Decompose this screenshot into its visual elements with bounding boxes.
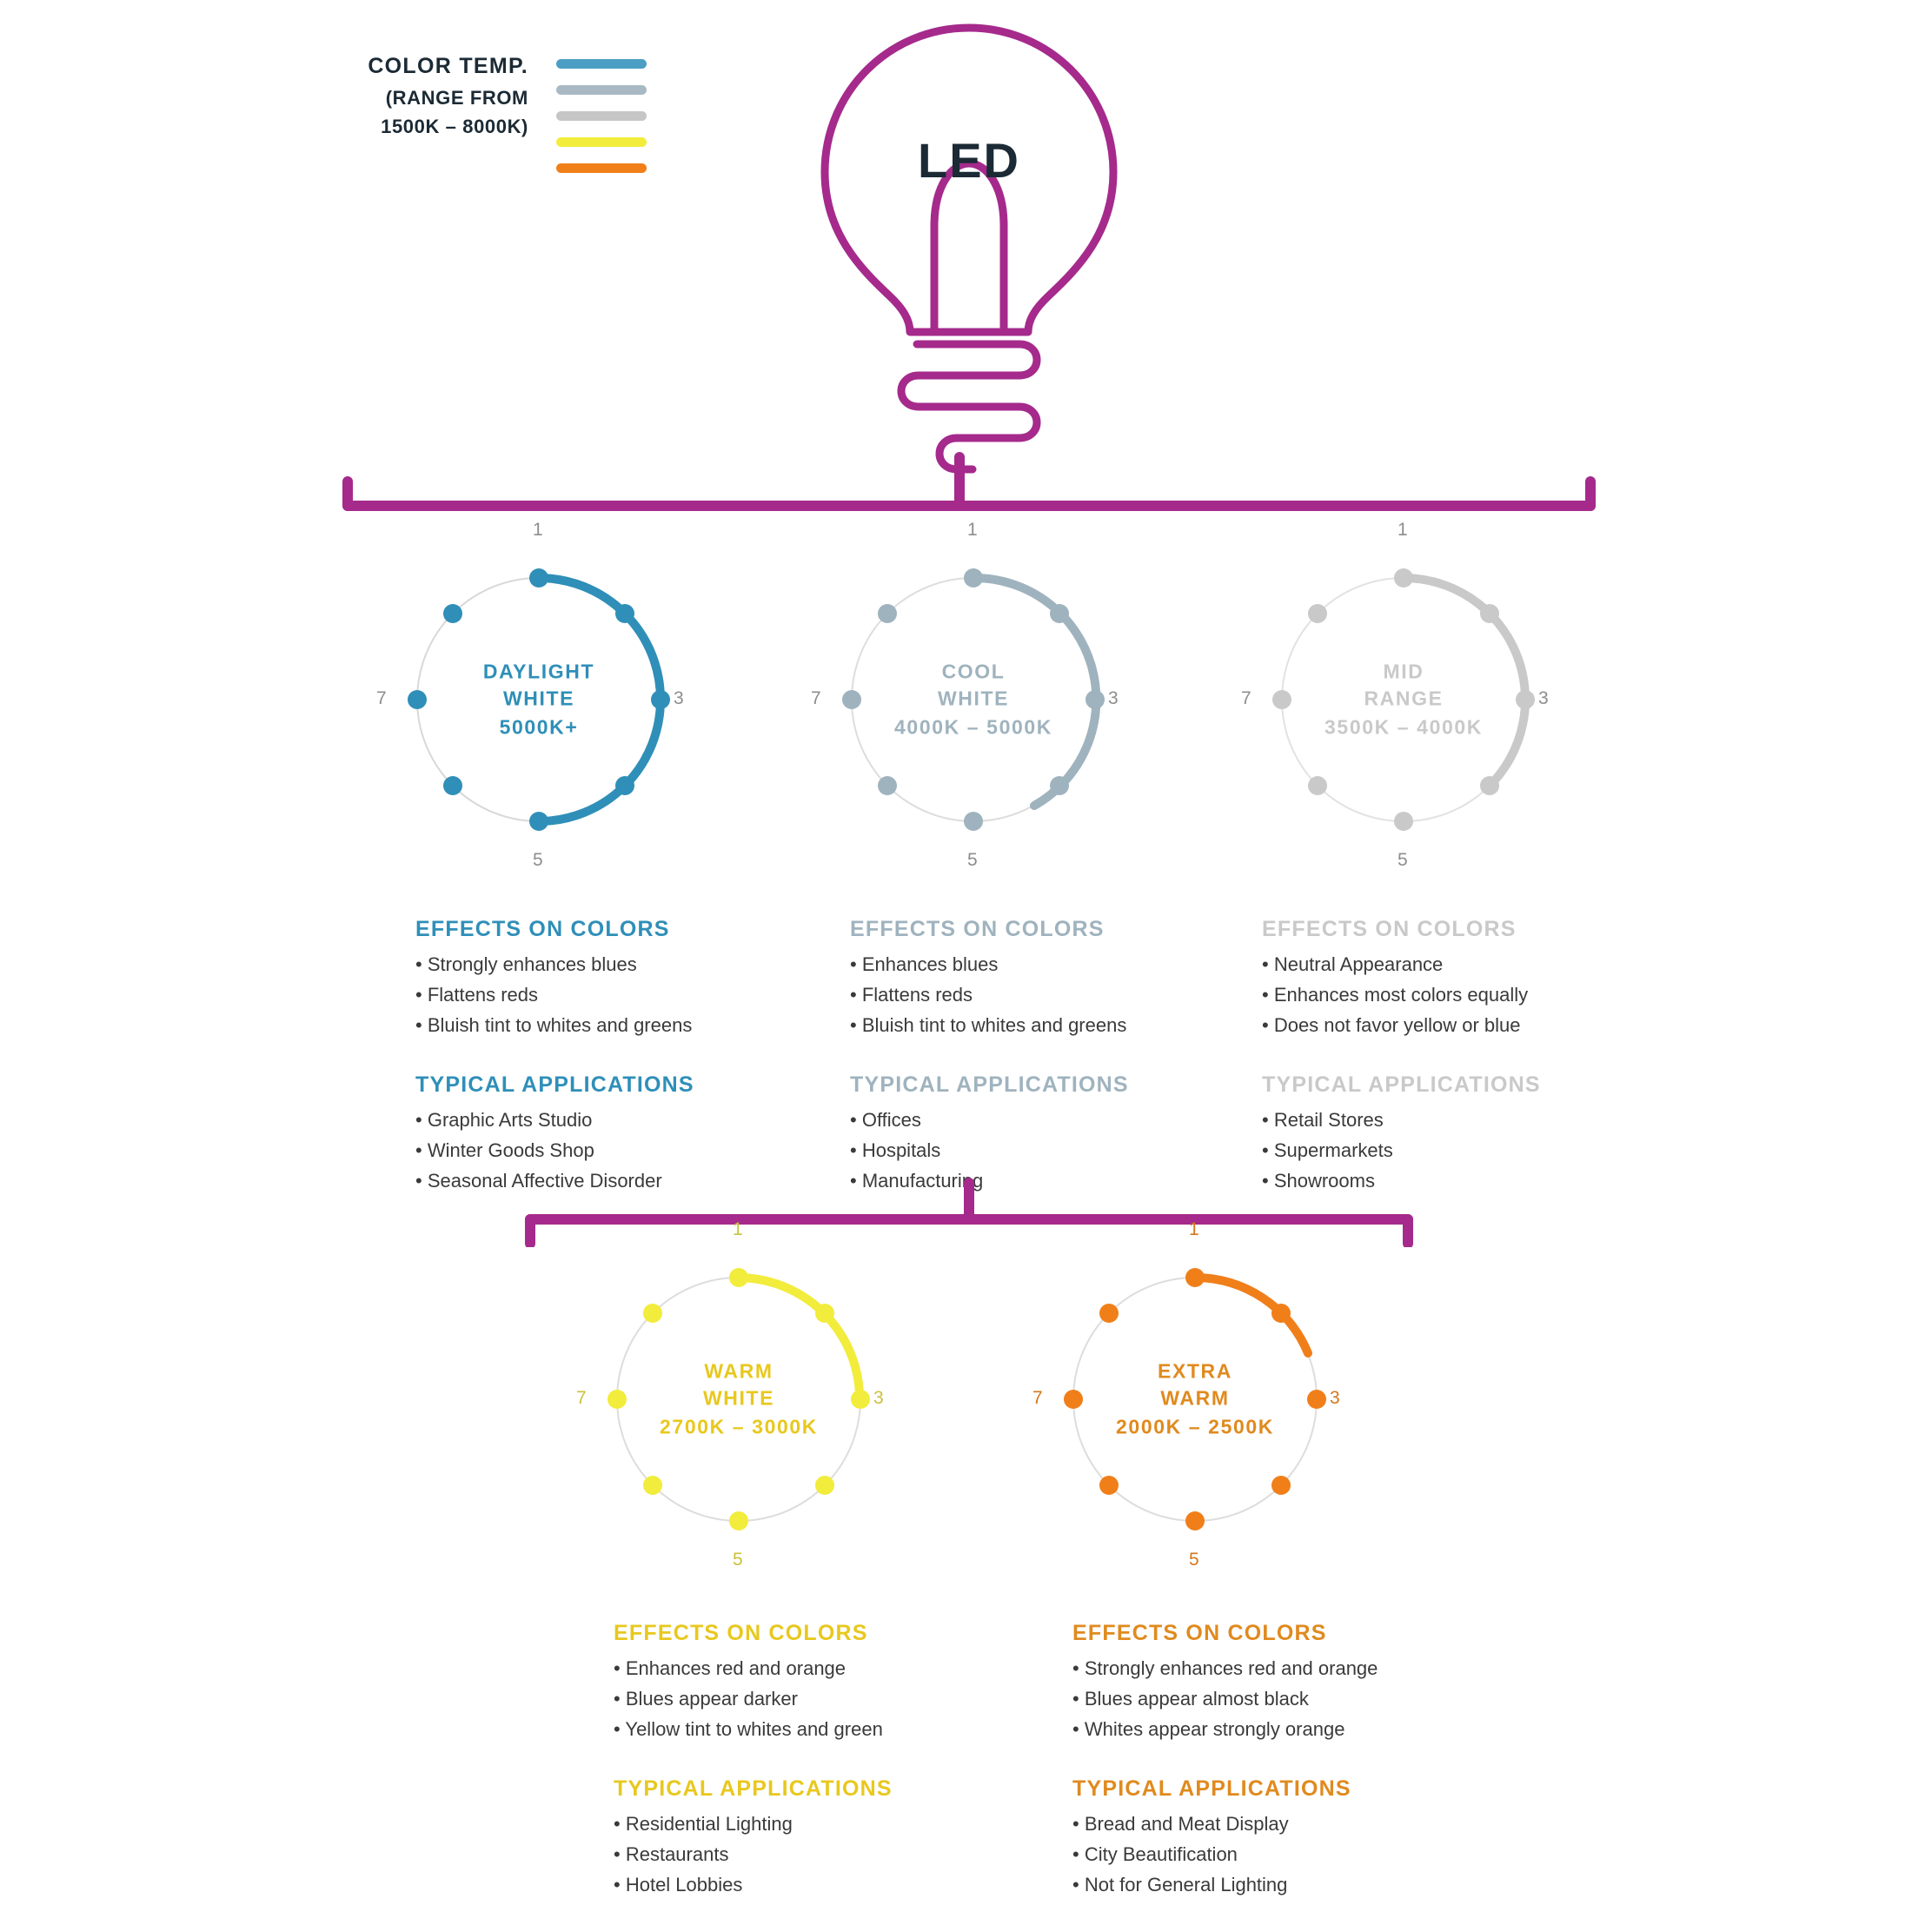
list-item: • Residential Lighting [614, 1810, 953, 1837]
list-item: • Strongly enhances red and orange [1072, 1655, 1455, 1682]
effects-title: EFFECTS ON COLORS [850, 917, 1105, 941]
list-item: • Offices [850, 1106, 1189, 1133]
list-item: • Seasonal Affective Disorder [415, 1167, 754, 1194]
wheel-name-line2: WARM [1160, 1386, 1230, 1410]
wheel-number-3: 3 [674, 688, 684, 708]
wheel-name-line1: WARM [704, 1359, 773, 1383]
wheel-number-5: 5 [533, 850, 543, 870]
applications-list [1072, 1810, 1455, 1899]
list-item: • Showrooms [1262, 1167, 1601, 1194]
wheel-kelvin: 2700K – 3000K [660, 1415, 818, 1438]
legend-swatch-extra-warm [556, 163, 647, 173]
list-item: • Enhances blues [850, 951, 1189, 978]
legend-swatch-daylight-white [556, 59, 647, 69]
effects-list [415, 951, 754, 1039]
list-item: • City Beautification [1072, 1841, 1455, 1868]
wheel-number-1: 1 [1189, 1219, 1199, 1239]
list-item: • Bread and Meat Display [1072, 1810, 1455, 1837]
list-item: • Does not favor yellow or blue [1262, 1012, 1601, 1039]
list-item: • Flattens reds [850, 981, 1189, 1008]
effects-list [614, 1655, 953, 1743]
list-item: • Supermarkets [1262, 1137, 1601, 1164]
list-item: • Enhances red and orange [614, 1655, 953, 1682]
legend-text [363, 52, 528, 140]
list-item: • Not for General Lighting [1072, 1871, 1455, 1898]
list-item: • Bluish tint to whites and greens [850, 1012, 1189, 1039]
wheel-warm-white-label [595, 1358, 882, 1440]
wheel-name-line2: WHITE [702, 1386, 775, 1410]
wheel-number-5: 5 [1398, 850, 1408, 870]
list-item: • Restaurants [614, 1841, 953, 1868]
list-item: • Blues appear darker [614, 1685, 953, 1712]
text-block-warm-white [614, 1621, 953, 1931]
connector-top [339, 452, 1599, 521]
wheel-name-line1: COOL [941, 660, 1006, 683]
list-item: • Blues appear almost black [1072, 1685, 1455, 1712]
text-block-extra-warm [1072, 1621, 1455, 1931]
list-item: • Whites appear strongly orange [1072, 1716, 1455, 1743]
wheel-kelvin: 4000K – 5000K [894, 715, 1052, 739]
list-item: • Manufacturing [850, 1167, 1189, 1194]
legend [363, 52, 667, 189]
list-item: • Graphic Arts Studio [415, 1106, 754, 1133]
legend-subtitle-line1: (RANGE FROM [385, 86, 528, 109]
effects-list [1072, 1655, 1455, 1743]
applications-list [614, 1810, 953, 1899]
list-item: • Hospitals [850, 1137, 1189, 1164]
applications-title: TYPICAL APPLICATIONS [850, 1072, 1129, 1097]
list-item: • Yellow tint to whites and green [614, 1716, 953, 1743]
led-bulb-illustration [787, 9, 1152, 495]
wheel-daylight-white [376, 520, 684, 870]
wheel-number-1: 1 [533, 520, 543, 540]
wheel-number-3: 3 [1330, 1388, 1340, 1408]
wheel-number-1: 1 [1398, 520, 1408, 540]
wheel-cool-white [811, 520, 1119, 870]
bulb-svg [787, 9, 1152, 495]
wheel-name-line2: WHITE [937, 687, 1010, 710]
list-item: • Retail Stores [1262, 1106, 1601, 1133]
list-item: • Enhances most colors equally [1262, 981, 1601, 1008]
list-item: • Flattens reds [415, 981, 754, 1008]
wheel-number-7: 7 [576, 1388, 587, 1408]
list-item: • Strongly enhances blues [415, 951, 754, 978]
legend-title: COLOR TEMP. [368, 54, 528, 78]
effects-title: EFFECTS ON COLORS [415, 917, 670, 941]
wheel-name-line2: WHITE [502, 687, 575, 710]
wheel-number-3: 3 [1538, 688, 1549, 708]
wheel-number-1: 1 [733, 1219, 743, 1239]
effects-list [850, 951, 1189, 1039]
wheel-name-line2: RANGE [1364, 687, 1444, 710]
connector-bottom [521, 1178, 1417, 1247]
legend-subtitle-line2: 1500K – 8000K) [381, 116, 528, 138]
wheel-kelvin: 5000K+ [499, 715, 579, 739]
applications-title: TYPICAL APPLICATIONS [1072, 1776, 1351, 1801]
legend-swatch-cool-white [556, 85, 647, 95]
wheel-kelvin: 2000K – 2500K [1116, 1415, 1274, 1438]
effects-title: EFFECTS ON COLORS [1262, 917, 1517, 941]
applications-title: TYPICAL APPLICATIONS [415, 1072, 694, 1097]
wheel-number-7: 7 [376, 688, 387, 708]
wheel-mid-range-label [1260, 658, 1547, 740]
applications-title: TYPICAL APPLICATIONS [1262, 1072, 1541, 1097]
applications-title: TYPICAL APPLICATIONS [614, 1776, 893, 1801]
wheel-number-5: 5 [967, 850, 978, 870]
wheel-number-1: 1 [967, 520, 978, 540]
wheel-kelvin: 3500K – 4000K [1325, 715, 1483, 739]
wheel-number-3: 3 [1108, 688, 1119, 708]
wheel-number-5: 5 [1189, 1550, 1199, 1570]
wheel-daylight-white-label [395, 658, 682, 740]
list-item: • Winter Goods Shop [415, 1137, 754, 1164]
effects-list [1262, 951, 1601, 1039]
list-item: • Hotel Lobbies [614, 1871, 953, 1898]
wheel-name-line1: EXTRA [1158, 1359, 1232, 1383]
legend-swatch-mid-range [556, 111, 647, 121]
list-item: • Bluish tint to whites and greens [415, 1012, 754, 1039]
wheel-number-7: 7 [811, 688, 821, 708]
wheel-cool-white-label [830, 658, 1117, 740]
wheel-number-7: 7 [1032, 1388, 1043, 1408]
legend-swatch-warm-white [556, 137, 647, 147]
wheel-mid-range [1241, 520, 1549, 870]
led-label: LED [918, 133, 1020, 188]
wheel-number-7: 7 [1241, 688, 1251, 708]
legend-swatches [556, 52, 647, 189]
list-item: • Neutral Appearance [1262, 951, 1601, 978]
wheel-extra-warm [1032, 1219, 1340, 1570]
wheel-warm-white [576, 1219, 884, 1570]
wheel-name-line1: MID [1383, 660, 1424, 683]
wheel-number-5: 5 [733, 1550, 743, 1570]
wheel-number-3: 3 [873, 1388, 884, 1408]
effects-title: EFFECTS ON COLORS [614, 1621, 868, 1645]
effects-title: EFFECTS ON COLORS [1072, 1621, 1327, 1645]
wheel-extra-warm-label [1052, 1358, 1338, 1440]
wheel-name-line1: DAYLIGHT [482, 660, 595, 683]
